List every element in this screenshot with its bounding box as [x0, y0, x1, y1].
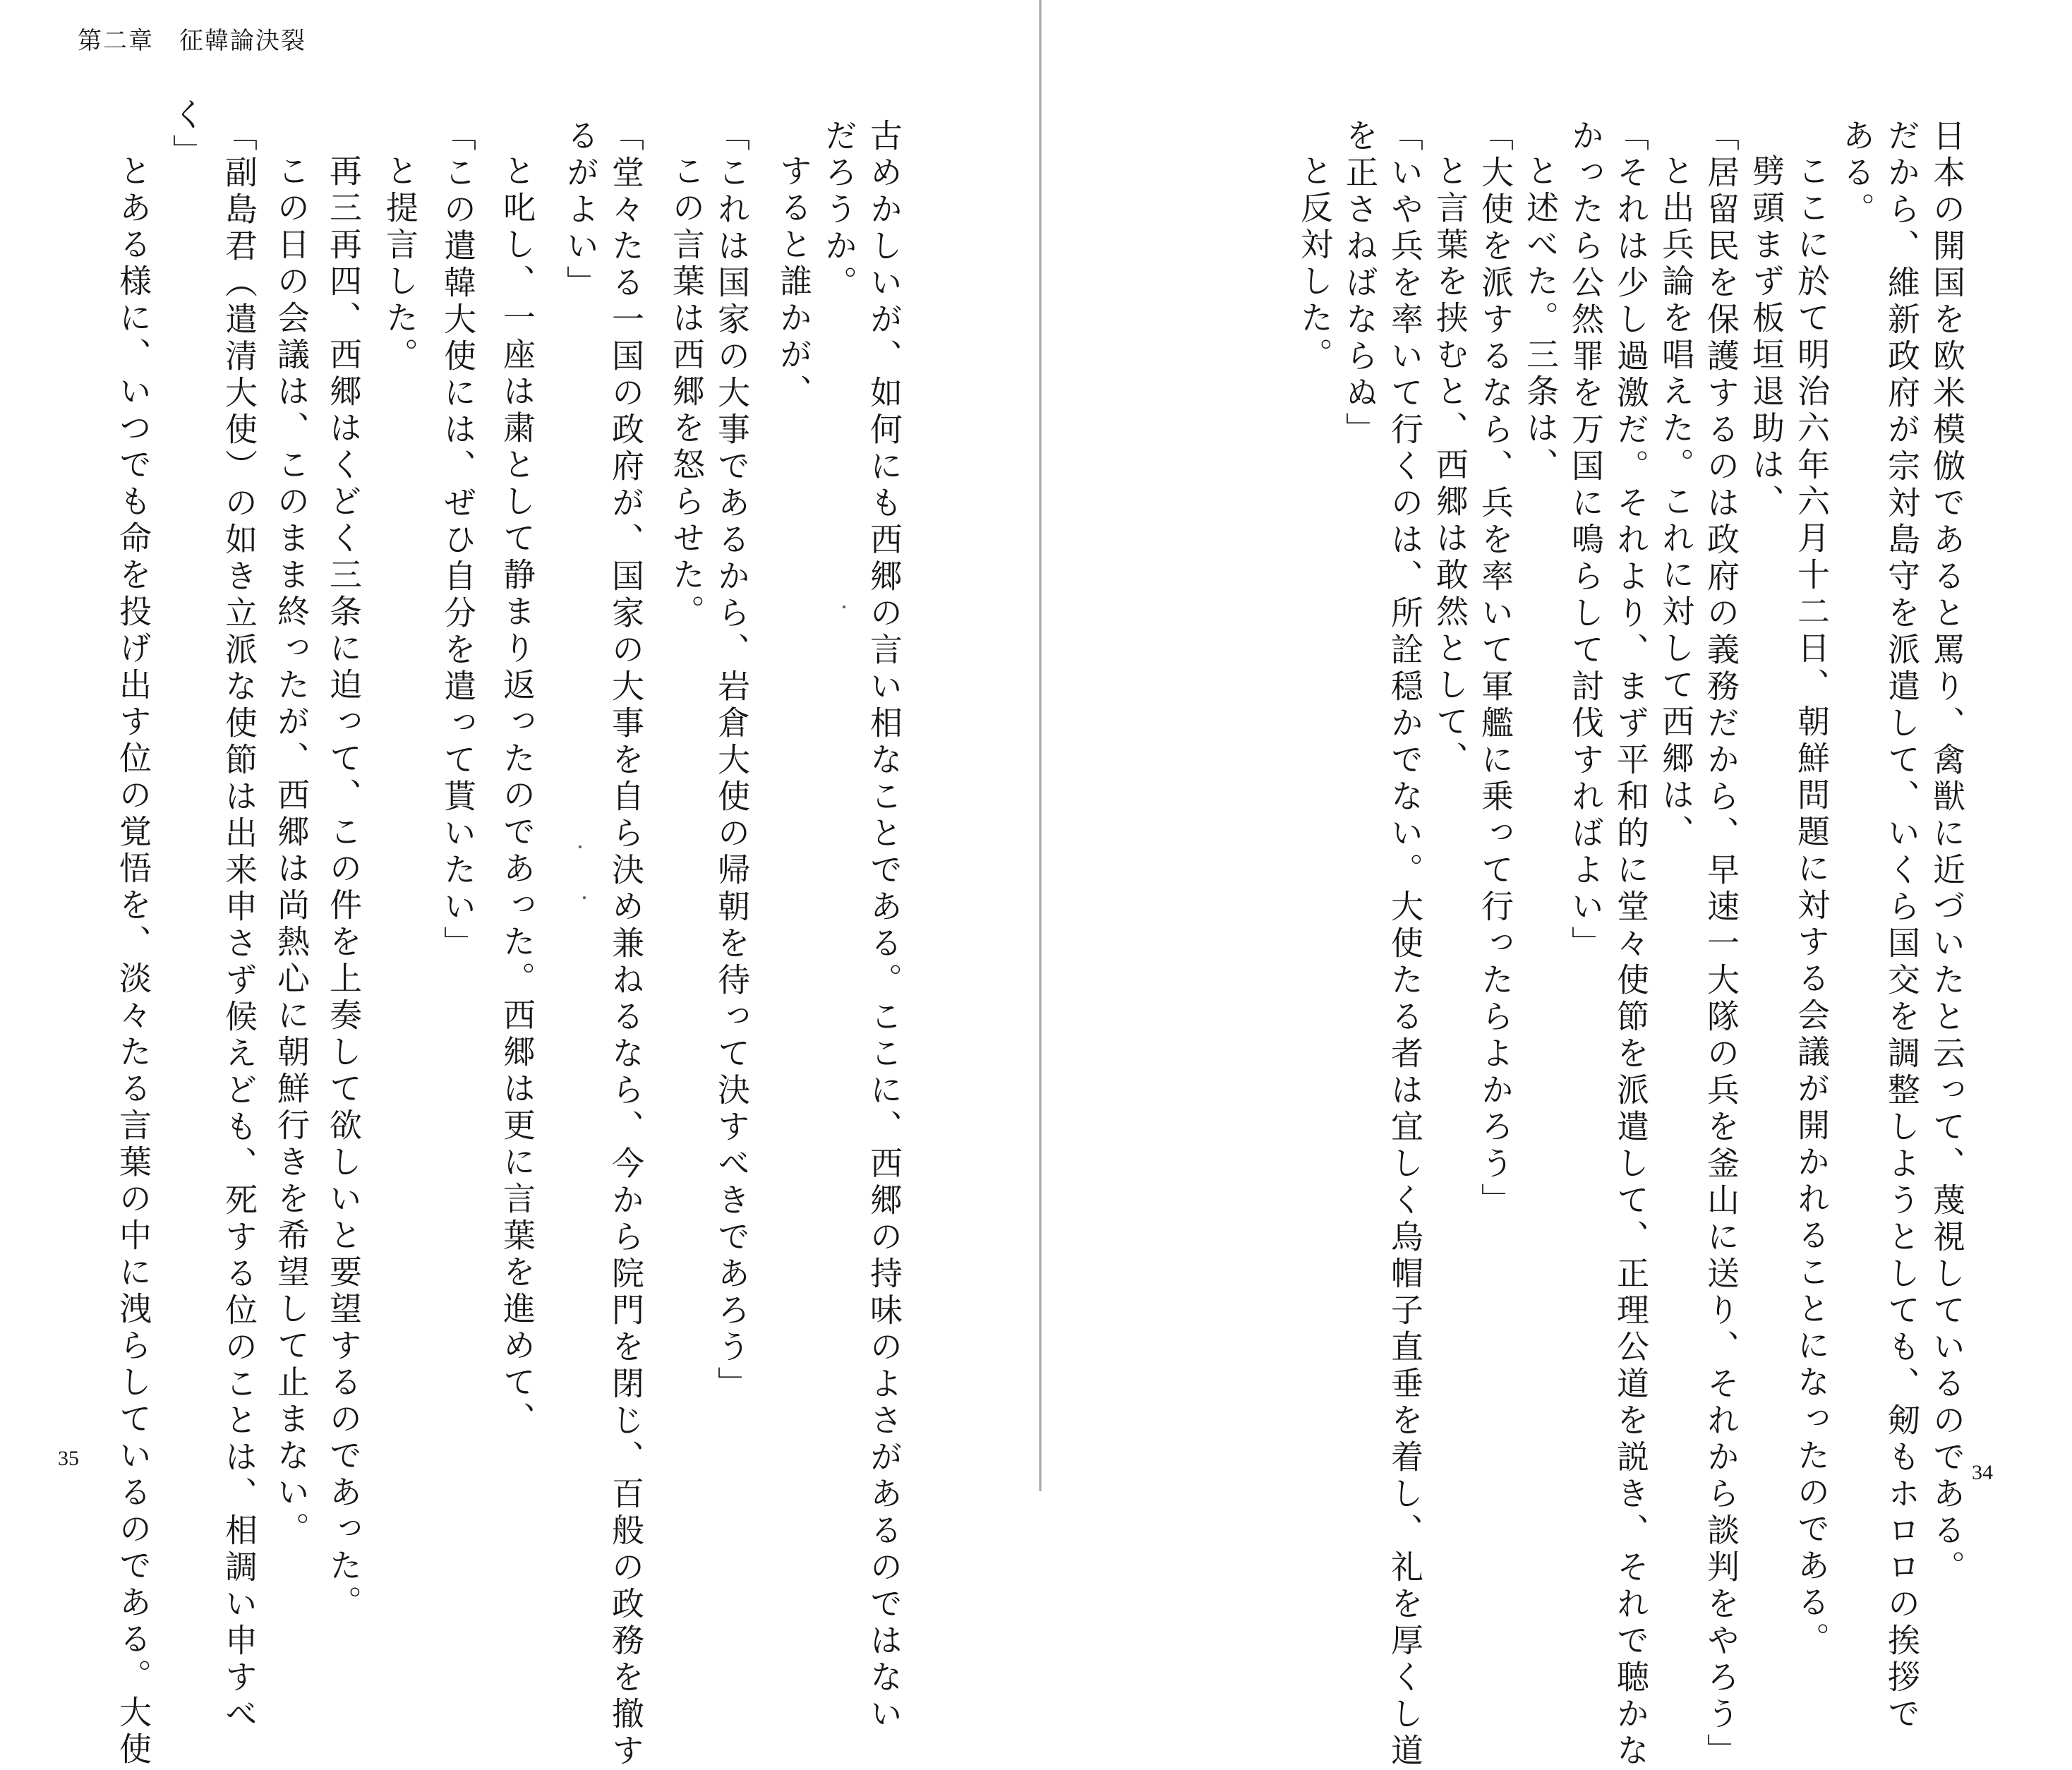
text-line: だろうか。 — [820, 119, 858, 302]
running-head: 第二章 征韓論決裂 — [78, 27, 306, 55]
text-line: と提言した。 — [381, 154, 419, 374]
text-line: 「それは少し過激だ。それより、まず平和的に堂々使節を派遣して、正理公道を説き、それで聴かな — [1612, 119, 1650, 1770]
text-line: ここに於て明治六年六月十二日、朝鮮問題に対する会議が開かれることになったのである。 — [1793, 154, 1831, 1658]
text-line: 「大使を派するなら、兵を率いて軍艦に乗って行ったらよかろう」 — [1476, 119, 1514, 1220]
text-line: 「副島君（遣清大使）の如き立派な使節は出来申さず候えども、死する位のことは、相調い申すべ — [220, 119, 258, 1733]
text-line: 再三再四、西郷はくどく三条に迫って、この件を上奏して欲しいと要望するのであった。 — [325, 154, 363, 1622]
text-line: この日の会議は、このまま終ったが、西郷は尚熱心に朝鮮行きを希望して止まない。 — [272, 154, 311, 1548]
text-line: すると誰かが、 — [775, 154, 813, 411]
text-line: 「いや兵を率いて行くのは、所詮穏かでない。大使たる者は宜しく烏帽子直垂を着し、礼を厚くし道 — [1386, 119, 1424, 1770]
right-page — [1043, 0, 2072, 1770]
text-line: と叱し、一座は粛として静まり返ったのであった。西郷は更に言葉を進めて、 — [498, 154, 536, 1438]
text-line: 劈頭まず板垣退助は、 — [1747, 154, 1785, 521]
text-line: るがよい」 — [562, 119, 600, 302]
text-line: だから、維新政府が宗対島守を派遣して、いくら国交を調整しようとしても、剱もホロロの挨拶で — [1883, 119, 1921, 1733]
page-number: 34 — [1972, 1461, 1993, 1484]
text-line: と言葉を挟むと、西郷は敢然として、 — [1431, 154, 1469, 778]
text-line: かったら公然罪を万国に鳴らして討伐すればよい」 — [1567, 119, 1605, 963]
text-line: 「これは国家の大事であるから、岩倉大使の帰朝を待って決すべきであろう」 — [713, 119, 751, 1403]
scan-speck — [843, 606, 845, 608]
scan-speck — [583, 896, 586, 899]
text-line: この言葉は西郷を怒らせた。 — [668, 154, 706, 631]
text-line: 「居留民を保護するのは政府の義務だから、早速一大隊の兵を釜山に送り、それから談判をやろう」 — [1702, 119, 1740, 1770]
text-line: と出兵論を唱えた。これに対して西郷は、 — [1657, 154, 1695, 851]
text-line: 「この遣韓大使には、ぜひ自分を遣って貰いたい」 — [439, 119, 477, 963]
text-line: く」 — [168, 97, 206, 171]
text-line: ある。 — [1838, 119, 1876, 229]
text-line: と反対した。 — [1296, 154, 1334, 374]
text-line: 「堂々たる一国の政府が、国家の大事を自ら決め兼ねるなら、今から院門を閉じ、百般の政務を撤す — [607, 119, 645, 1770]
text-line: と述べた。三条は、 — [1522, 154, 1560, 484]
scan-speck — [579, 845, 582, 848]
page-number: 35 — [58, 1447, 79, 1470]
text-line: とある様に、いつでも命を投げ出す位の覚悟を、淡々たる言葉の中に洩らしているのである。大使 — [114, 154, 152, 1769]
text-line: 日本の開国を欧米模倣であると罵り、禽獣に近づいたと云って、蔑視しているのである。 — [1928, 119, 1966, 1587]
text-line: を正さねばならぬ」 — [1341, 119, 1379, 449]
text-line: 古めかしいが、如何にも西郷の言い相なことである。ここに、西郷の持味のよさがあるのではない — [865, 119, 903, 1733]
